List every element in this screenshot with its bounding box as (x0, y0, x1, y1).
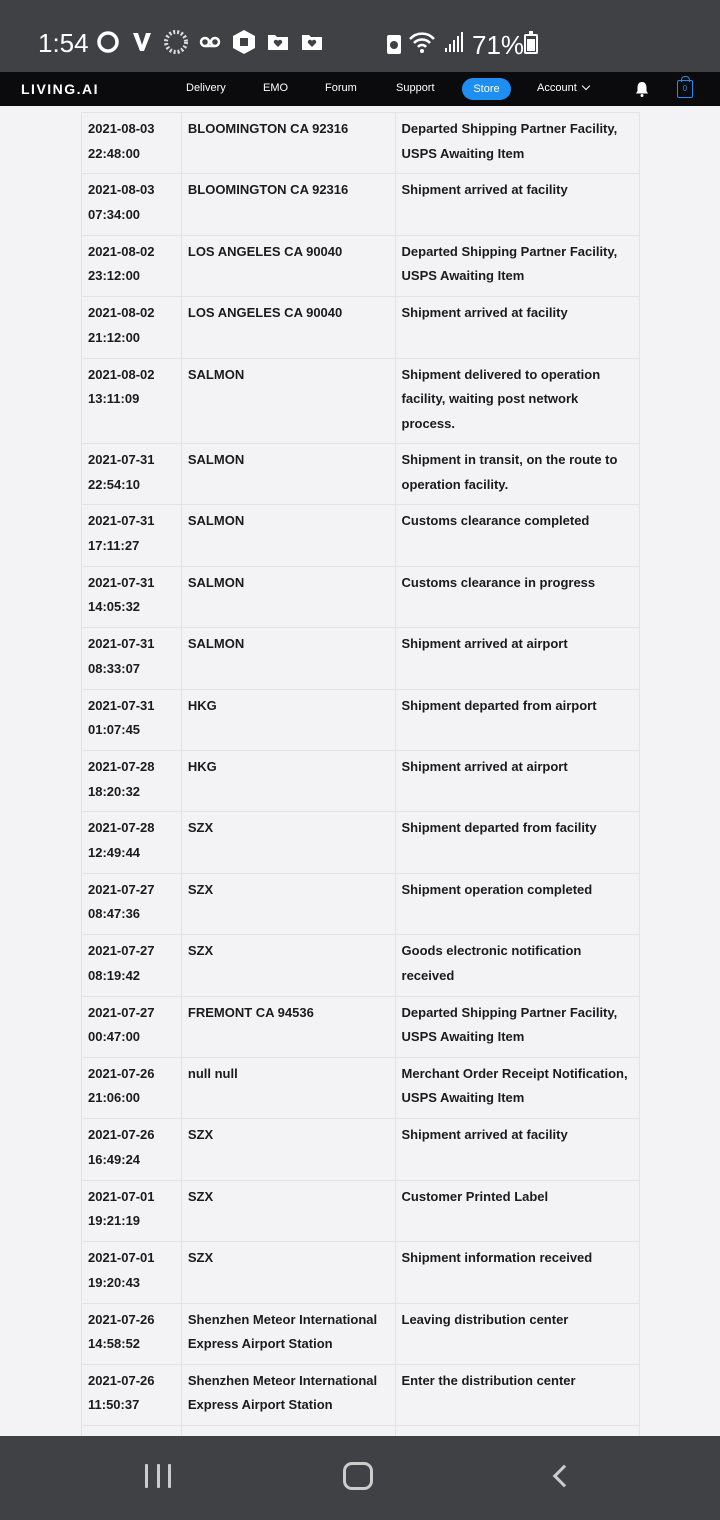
folder-heart-icon (300, 30, 324, 54)
timestamp-cell (82, 689, 182, 750)
voicemail-icon (198, 30, 222, 54)
time-text: 19:21:19 (88, 1213, 141, 1229)
status-cell: Shipment operation completed (395, 873, 639, 934)
status-time: 1:54 (38, 28, 89, 58)
time-text: 07:34:00 (88, 206, 141, 222)
date-text: 2021-07-31 (88, 697, 155, 713)
status-cell: Customer Printed Label (395, 1180, 639, 1241)
table-row (82, 1242, 640, 1303)
time-text: 22:54:10 (88, 476, 141, 492)
sync-icon (164, 30, 188, 54)
table-row (82, 174, 640, 235)
cart-icon[interactable] (677, 80, 693, 98)
table-row (82, 235, 640, 296)
time-text: 00:47:00 (88, 1029, 141, 1045)
date-text: 2021-07-31 (88, 636, 155, 652)
date-text: 2021-08-03 (88, 121, 155, 136)
time-text: 12:49:44 (88, 844, 141, 860)
status-cell: Shipment departed from airport (395, 689, 639, 750)
timestamp-cell (82, 297, 182, 358)
date-text: 2021-07-26 (88, 1065, 155, 1081)
location-cell: SZX (181, 1180, 395, 1241)
table-row (82, 812, 640, 873)
battery-percent: 71% (472, 30, 525, 60)
timestamp-cell (82, 1242, 182, 1303)
date-text: 2021-08-03 (88, 182, 155, 198)
recent-apps-button[interactable] (145, 1464, 171, 1488)
time-text: 23:12:00 (88, 268, 141, 284)
time-text: 08:19:42 (88, 967, 141, 983)
location-cell: SALMON (181, 444, 395, 505)
signal-icon (442, 30, 466, 54)
nav-delivery[interactable]: Delivery (186, 82, 226, 94)
date-text: 2021-07-31 (88, 574, 155, 590)
chevron-down-icon (582, 82, 590, 90)
location-cell: SZX (181, 1242, 395, 1303)
location-cell: Shenzhen Meteor International Express Airport Station (181, 1303, 395, 1364)
table-row (82, 628, 640, 689)
table-row (82, 1057, 640, 1118)
timestamp-cell (82, 566, 182, 627)
notification-icons (96, 30, 324, 54)
status-bar (0, 0, 720, 72)
status-cell: Shipment arrived at airport (395, 628, 639, 689)
timestamp-cell (82, 935, 182, 996)
wifi-icon (410, 30, 434, 54)
system-nav-bar (0, 1436, 720, 1520)
timestamp-cell (82, 812, 182, 873)
location-cell: BLOOMINGTON CA 92316 (181, 174, 395, 235)
time-text: 21:12:00 (88, 329, 141, 345)
location-cell: LOS ANGELES CA 90040 (181, 297, 395, 358)
location-cell: SZX (181, 1119, 395, 1180)
timestamp-cell (82, 628, 182, 689)
cart-count: 0 (682, 84, 688, 93)
location-cell: SZX (181, 873, 395, 934)
location-cell: SALMON (181, 628, 395, 689)
table-row (82, 996, 640, 1057)
time-text: 16:49:24 (88, 1151, 141, 1167)
status-cell: Leaving distribution center (395, 1303, 639, 1364)
location-cell: SZX (181, 812, 395, 873)
chase-icon (232, 30, 256, 54)
timestamp-cell (82, 873, 182, 934)
time-text: 18:20:32 (88, 783, 141, 799)
home-button[interactable] (343, 1462, 373, 1490)
date-text: 2021-07-27 (88, 1004, 155, 1020)
table-row (82, 1303, 640, 1364)
time-text: 19:20:43 (88, 1274, 141, 1290)
date-text: 2021-07-26 (88, 1372, 155, 1388)
time-text: 13:11:09 (88, 391, 140, 407)
location-cell: SALMON (181, 505, 395, 566)
v-icon (130, 30, 154, 54)
timestamp-cell (82, 751, 182, 812)
timestamp-cell (82, 235, 182, 296)
location-cell: SZX (181, 935, 395, 996)
status-cell: Goods electronic notification received (395, 935, 639, 996)
date-text: 2021-07-26 (88, 1127, 155, 1143)
location-cell: BLOOMINGTON CA 92316 (181, 113, 395, 174)
time-text: 21:06:00 (88, 1090, 141, 1106)
location-cell: HKG (181, 689, 395, 750)
table-row (82, 935, 640, 996)
timestamp-cell (82, 1057, 182, 1118)
table-row (82, 1119, 640, 1180)
date-text: 2021-07-31 (88, 452, 155, 468)
status-cell: Shipment arrived at facility (395, 174, 639, 235)
timestamp-cell (82, 113, 182, 174)
bell-icon[interactable] (634, 81, 650, 97)
timestamp-cell (82, 358, 182, 444)
date-text: 2021-08-02 (88, 305, 155, 321)
date-text: 2021-07-28 (88, 820, 155, 836)
status-cell: Shipment delivered to operation facility, waiting post network process. (395, 358, 639, 444)
nav-store[interactable]: Store (462, 78, 511, 100)
time-text: 01:07:45 (88, 722, 141, 738)
status-cell: Shipment departed from facility (395, 812, 639, 873)
top-navbar (0, 72, 720, 106)
status-cell: Departed Shipping Partner Facility, USPS Awaiting Item (395, 996, 639, 1057)
table-row (82, 113, 640, 174)
timestamp-cell (82, 505, 182, 566)
table-row (82, 444, 640, 505)
table-row (82, 505, 640, 566)
table-row (82, 689, 640, 750)
timestamp-cell (82, 1180, 182, 1241)
nav-support[interactable]: Support (396, 82, 435, 94)
nav-account[interactable] (537, 82, 589, 94)
time-text: 11:50:37 (88, 1397, 140, 1413)
table-row (82, 297, 640, 358)
timestamp-cell (82, 1119, 182, 1180)
ring-icon (96, 30, 120, 54)
status-cell: Merchant Order Receipt Notification, USPS Awaiting Item (395, 1057, 639, 1118)
location-cell: Shenzhen Meteor International Express Airport Station (181, 1364, 395, 1425)
time-text: 08:33:07 (88, 660, 141, 676)
time-text: 17:11:27 (88, 537, 140, 553)
status-cell: Customs clearance completed (395, 505, 639, 566)
table-row (82, 566, 640, 627)
status-cell: Shipment arrived at facility (395, 297, 639, 358)
date-text: 2021-07-31 (88, 513, 155, 529)
nav-account-label: Account (537, 82, 577, 94)
date-text: 2021-07-27 (88, 881, 155, 897)
status-cell: Shipment information received (395, 1242, 639, 1303)
table-row (82, 358, 640, 444)
date-text: 2021-07-28 (88, 759, 155, 775)
date-text: 2021-07-01 (88, 1188, 155, 1204)
date-text: 2021-07-01 (88, 1250, 155, 1266)
battery-icon (524, 34, 538, 54)
table-row (82, 1180, 640, 1241)
timestamp-cell (82, 1303, 182, 1364)
time-text: 22:48:00 (88, 145, 141, 161)
status-cell: Shipment arrived at facility (395, 1119, 639, 1180)
date-text: 2021-07-27 (88, 943, 155, 959)
location-cell: HKG (181, 751, 395, 812)
location-cell: null null (181, 1057, 395, 1118)
time-text: 14:58:52 (88, 1336, 141, 1352)
date-text: 2021-07-26 (88, 1311, 155, 1327)
location-cell: SALMON (181, 566, 395, 627)
date-text: 2021-08-02 (88, 243, 155, 259)
folder-heart-icon (266, 30, 290, 54)
timestamp-cell (82, 996, 182, 1057)
nav-forum[interactable]: Forum (325, 82, 357, 94)
status-cell: Departed Shipping Partner Facility, USPS Awaiting Item (395, 113, 639, 174)
timestamp-cell (82, 1364, 182, 1425)
time-text: 08:47:36 (88, 906, 141, 922)
location-cell: FREMONT CA 94536 (181, 996, 395, 1057)
tracking-content (0, 106, 720, 1436)
location-cell: LOS ANGELES CA 90040 (181, 235, 395, 296)
status-cell: Departed Shipping Partner Facility, USPS Awaiting Item (395, 235, 639, 296)
table-row (82, 873, 640, 934)
time-text: 14:05:32 (88, 599, 141, 615)
living-ai-logo[interactable]: LIVING.AI (21, 81, 100, 97)
nav-emo[interactable]: EMO (263, 82, 289, 94)
tracking-table (81, 112, 640, 1488)
timestamp-cell (82, 444, 182, 505)
status-cell: Shipment in transit, on the route to operation facility. (395, 444, 639, 505)
date-text: 2021-08-02 (88, 366, 155, 382)
location-cell: SALMON (181, 358, 395, 444)
status-cell: Enter the distribution center (395, 1364, 639, 1425)
status-cell: Shipment arrived at airport (395, 751, 639, 812)
battery-saver-icon (382, 32, 406, 56)
status-cell: Customs clearance in progress (395, 566, 639, 627)
timestamp-cell (82, 174, 182, 235)
table-row (82, 1364, 640, 1425)
back-button[interactable] (553, 1465, 576, 1488)
table-row (82, 751, 640, 812)
